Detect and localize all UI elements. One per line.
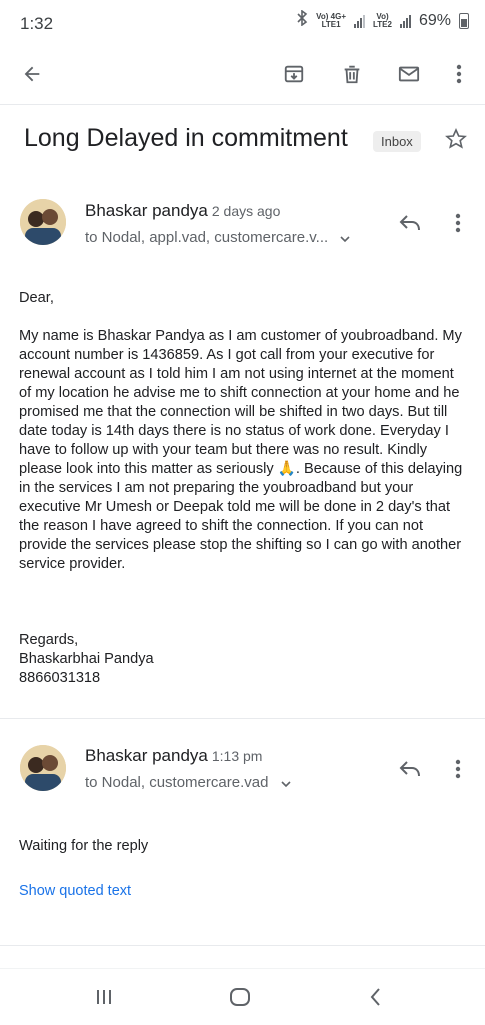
message-divider [0, 718, 485, 719]
show-quoted-text-link[interactable]: Show quoted text [19, 883, 132, 899]
status-bar [0, 0, 485, 46]
more-vert-icon[interactable] [443, 58, 475, 90]
battery-percent: 69% [418, 11, 451, 29]
sender-avatar[interactable] [20, 745, 66, 791]
message-more-icon[interactable] [448, 208, 468, 238]
recipients-line[interactable]: to Nodal, customercare.vad [85, 774, 291, 792]
message-divider [0, 945, 485, 946]
message-more-icon[interactable] [448, 754, 468, 784]
sender-name: Bhaskar pandya 2 days ago [85, 201, 281, 220]
system-nav-bar [0, 968, 485, 1025]
archive-icon[interactable] [278, 58, 310, 90]
body-text: Waiting for the reply [19, 838, 149, 854]
status-icons [296, 10, 469, 31]
signal-strength-1-icon [354, 14, 365, 28]
reply-icon[interactable] [395, 754, 425, 784]
app-bar [0, 46, 485, 102]
sender-name: Bhaskar pandya 1:13 pm [85, 746, 263, 765]
signal-strength-2-icon [400, 14, 411, 28]
home-icon[interactable] [220, 983, 260, 1011]
email-subject: Long Delayed in commitment [24, 124, 348, 152]
bluetooth-icon [296, 10, 308, 31]
chevron-down-icon[interactable] [281, 775, 291, 792]
battery-icon [459, 13, 469, 29]
back-arrow-icon[interactable] [16, 58, 48, 90]
message-date: 2 days ago [211, 203, 281, 219]
status-time: 1:32 [20, 14, 54, 33]
recent-apps-icon[interactable] [84, 983, 124, 1011]
recipients-line[interactable]: to Nodal, appl.vad, customercare.v... [85, 229, 350, 247]
signoff: Regards, [19, 632, 79, 648]
sim2-indicator: Vo) LTE2 [373, 11, 392, 29]
mark-unread-icon[interactable] [393, 58, 425, 90]
star-icon[interactable] [444, 127, 468, 156]
back-nav-icon[interactable] [356, 983, 396, 1011]
inbox-label[interactable]: Inbox [373, 131, 421, 152]
message-body [19, 289, 469, 688]
greeting: Dear, [19, 290, 54, 306]
reply-icon[interactable] [395, 208, 425, 238]
signature-phone[interactable]: 8866031318 [19, 670, 101, 686]
signature-name: Bhaskarbhai Pandya [19, 651, 154, 667]
message-date: 1:13 pm [211, 748, 263, 764]
chevron-down-icon[interactable] [340, 230, 350, 247]
app-bar-divider [0, 104, 485, 105]
body-paragraph: My name is Bhaskar Pandya as I am customer of youbroadband. My account number is 1436859. As I got call from your executive for renewal account as I told him I am not using internet at the moment of my location he advise me to shift connection at your home and he promised me that the connection will be shifted in two days. But till date today is 14th days there is no status of work done. Everyday I have to follow up with your team but there was no result. Kindly please look into this matter as seriously 🙏. Because of this delaying in the services I am not preparing the youbroadband but your executive Mr Umesh or Deepak told me will be done in 2 day's that the reason I have agreed to shift the connection. If you can not provide the services please stop the shifting so I can go with another service provider. [19, 328, 463, 572]
message-body [19, 837, 469, 856]
sim1-indicator: Vo) 4G+ LTE1 [316, 11, 346, 29]
delete-icon[interactable] [336, 58, 368, 90]
sender-avatar[interactable] [20, 199, 66, 245]
